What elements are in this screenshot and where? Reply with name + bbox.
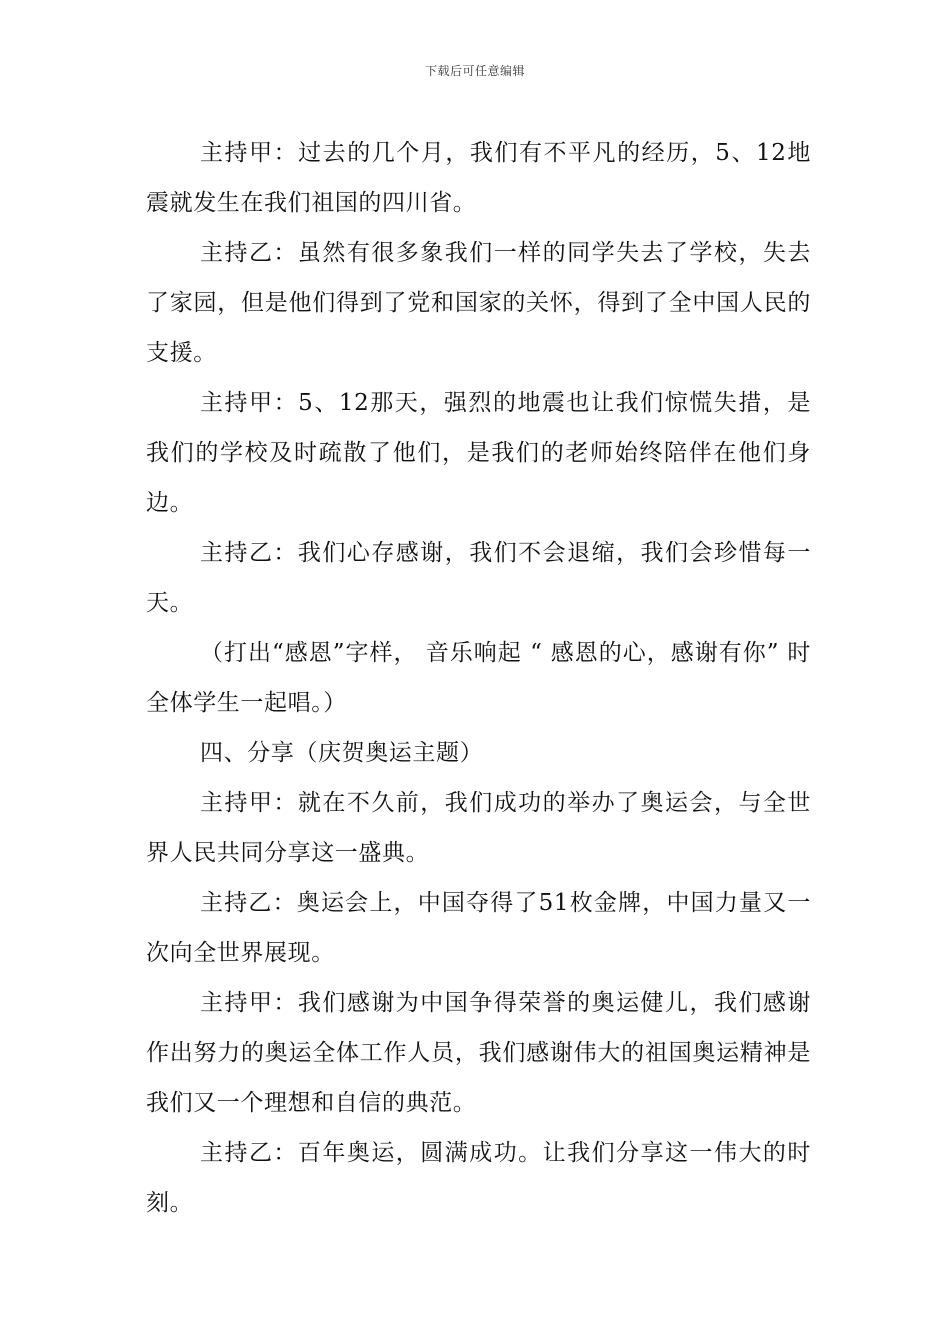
document-body [146, 128, 811, 1228]
paragraph: （打出“感恩”字样， 音乐响起 “ 感恩的心，感谢有你” 时全体学生一起唱。） [146, 640, 811, 716]
paragraph: 主持乙：虽然有很多象我们一样的同学失去了学校，失去了家园，但是他们得到了党和国家的关怀，得到了全中国人民的支援。 [146, 240, 811, 366]
page-header-note: 下载后可任意编辑 [424, 64, 525, 78]
paragraph: 主持甲：5、12那天，强烈的地震也让我们惊慌失措，是我们的学校及时疏散了他们，是我们的老师始终陪伴在他们身边。 [146, 390, 811, 516]
paragraph: 主持甲：我们感谢为中国争得荣誉的奥运健儿，我们感谢作出努力的奥运全体工作人员，我们感谢伟大的祖国奥运精神是我们又一个理想和自信的典范。 [146, 990, 811, 1116]
section-heading: 四、分享（庆贺奥运主题） [200, 740, 484, 766]
paragraph: 主持乙：奥运会上，中国夺得了51枚金牌，中国力量又一次向全世界展现。 [146, 890, 811, 966]
paragraph: 主持乙：我们心存感谢，我们不会退缩，我们会珍惜每一天。 [146, 540, 811, 616]
paragraph: 主持甲：过去的几个月，我们有不平凡的经历，5、12地震就发生在我们祖国的四川省。 [146, 140, 811, 216]
paragraph: 主持乙：百年奥运，圆满成功。让我们分享这一伟大的时刻。 [146, 1140, 811, 1216]
paragraph: 主持甲：就在不久前，我们成功的举办了奥运会，与全世界人民共同分享这一盛典。 [146, 790, 811, 866]
